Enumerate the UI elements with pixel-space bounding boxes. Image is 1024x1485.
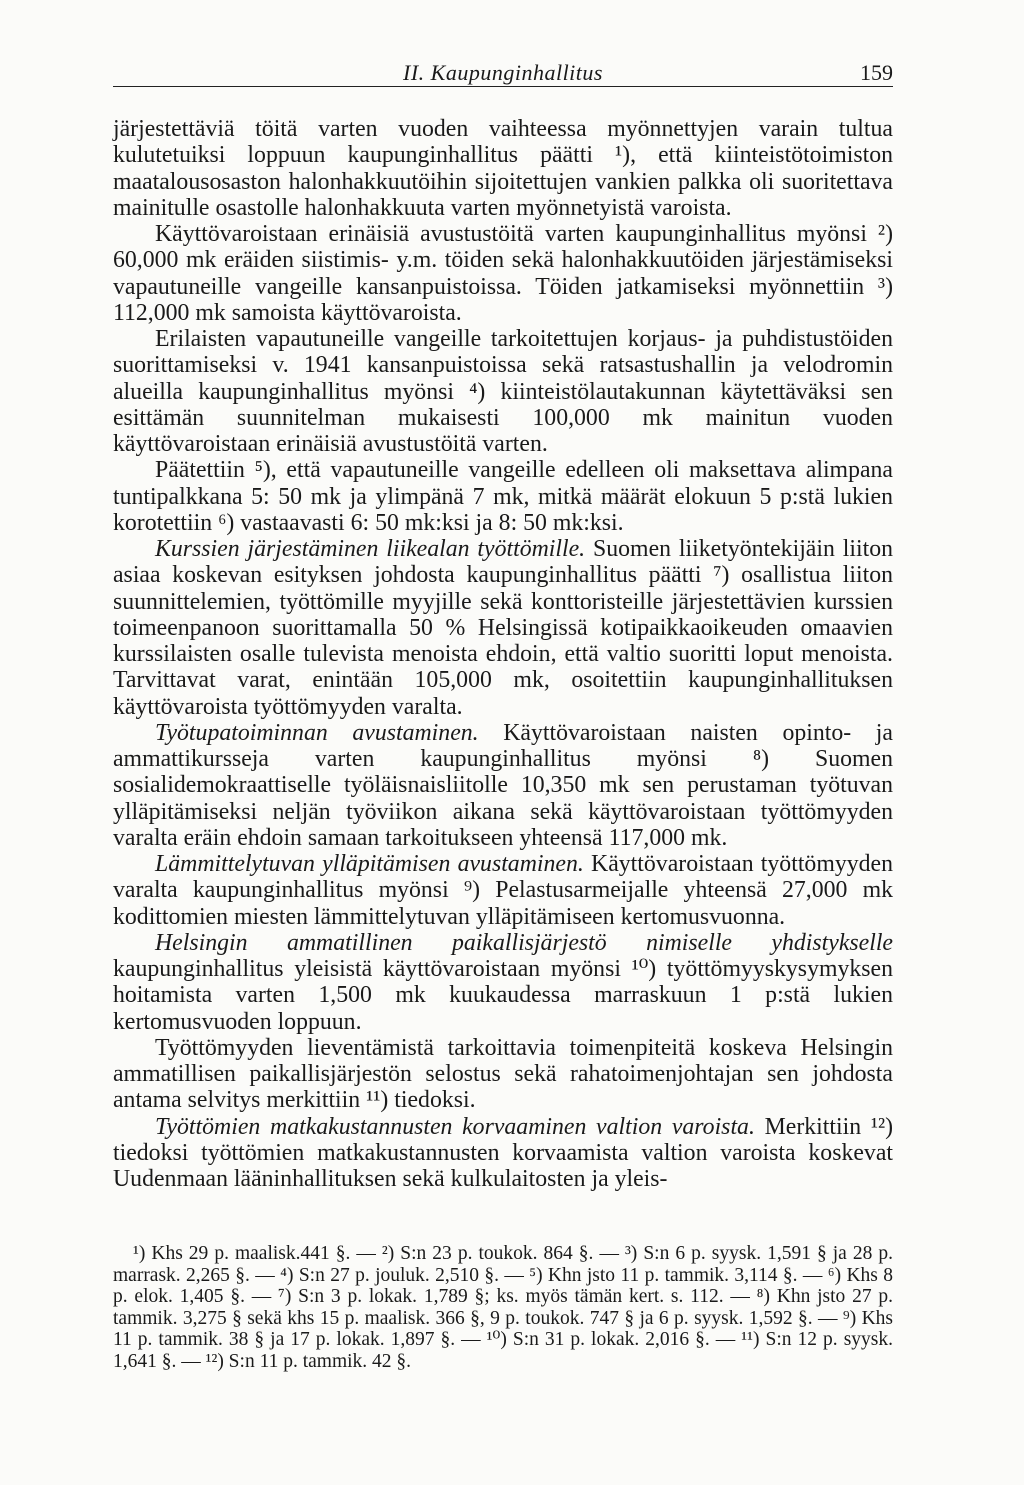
paragraph-7-text: Käyttövaroistaan työttömyyden varalta kaupunginhallitus myönsi ⁹) Pelastusarmeijalle yhteensä 27,000 mk kodittomien miesten lämmittelytuvan ylläpitämiseen kertomusvuonna. (113, 851, 893, 930)
section-heading-travel-costs: Työttömien matkakustannusten korvaaminen valtion varoista. (155, 1113, 755, 1140)
paragraph-5-text: Suomen liiketyöntekijäin liiton asiaa koskevan esityksen johdosta kaupunginhallitus päätti ⁷) osallistua liiton suunnittelemien, työttömille myyjille sekä konttoristeille järjestettävien kurssien toimeenpanoon suorittamalla 50 % Helsingissä kotipaikkaoikeuden omaavien kurssilaisten osalle tulevista menoista ehdoin, että valtio suoritti loput menoista. Tarvittavat varat, enintään 105,000 mk, osoitettiin kaupunginhallituksen käyttövaroista työttömyyden varalta. (113, 536, 893, 720)
section-heading-warming-house: Lämmittelytuvan ylläpitämisen avustaminen. (155, 851, 584, 877)
page-number: 159 (860, 60, 893, 85)
paragraph-6 (113, 720, 893, 851)
footnotes (113, 1243, 893, 1373)
running-header (113, 56, 893, 87)
section-heading-workshop: Työtupatoiminnan avustaminen. (155, 719, 479, 746)
paragraph-6-text: Käyttövaroistaan naisten opinto- ja ammattikursseja varten kaupunginhallitus myönsi ⁸) Suomen sosialidemokraattiselle työläisnaisliitolle 10,350 mk sen perustaman työtuvan ylläpitämiseksi neljän työviikon aikana sekä käyttövaroistaan työttömyyden varalta eräin ehdoin samaan tarkoitukseen yhteensä 117,000 mk. (113, 719, 893, 851)
section-heading-trade-union: Helsingin ammatillinen paikallisjärjestö nimiselle yhdistykselle (155, 929, 893, 956)
paragraph-8 (113, 930, 893, 1035)
paragraph-1: järjestettäviä töitä varten vuoden vaihteessa myönnettyjen varain tultua kulutetuiksi loppuun kaupunginhallitus päätti ¹), että kiinteistötoimiston maatalousosaston halonhakkuutöihin sijoitettujen vankien palkka oli suoritettava mainitulle osastolle halonhakkuuta varten myönnetyistä varoista. (113, 116, 893, 221)
section-heading-courses: Kurssien järjestäminen liikealan työttömille. (155, 536, 586, 562)
paragraph-10-text: Merkittiin ¹²) tiedoksi työttömien matkakustannusten korvaamista valtion varoista koskevat Uudenmaan lääninhallituksen sekä kulkulaitosten ja yleis- (113, 1113, 894, 1192)
paragraph-10 (113, 1114, 893, 1193)
paragraph-9: Työttömyyden lieventämistä tarkoittavia toimenpiteitä koskeva Helsingin ammatillisen paikallisjärjestön selostus sekä rahatoimenjohtajan sen johdosta antama selvitys merkittiin ¹¹) tiedoksi. (113, 1034, 893, 1114)
paragraph-4: Päätettiin ⁵), että vapautuneille vangeille edelleen oli maksettava alimpana tuntipalkkana 5: 50 mk ja ylimpänä 7 mk, mitkä määrät elokuun 5 p:stä lukien korotettiin ⁶) vastaavasti 6: 50 mk:ksi ja 8: 50 mk:ksi. (113, 457, 893, 536)
paragraph-2: Käyttövaroistaan erinäisiä avustustöitä varten kaupunginhallitus myönsi ²) 60,000 mk eräiden siistimis- y.m. töiden sekä halonhakkuutöiden järjestämiseksi vapautuneille vangeille kansanpuistoissa. Töiden jatkamiseksi myönnettiin ³) 112,000 mk samoista käyttövaroista. (113, 221, 893, 326)
body-text (113, 116, 893, 1192)
paragraph-8-text: kaupunginhallitus yleisistä käyttövaroistaan myönsi ¹⁰) työttömyyskysymyksen hoitamista varten 1,500 mk kuukaudessa marraskuun 1 p:stä lukien kertomusvuoden loppuun. (113, 956, 893, 1035)
paragraph-5 (113, 536, 893, 720)
footnote-text: ¹) Khs 29 p. maalisk.441 §. — ²) S:n 23 p. toukok. 864 §. — ³) S:n 6 p. syysk. 1,591 § ja 28 p. marrask. 2,265 §. — ⁴) S:n 27 p. jouluk. 2,510 §. — ⁵) Khn jsto 11 p. tammik. 3,114 §. — ⁶) Khs 8 p. elok. 1,405 §. — ⁷) S:n 3 p. lokak. 1,789 §; ks. myös tämän kert. s. 112. — ⁸) Khn jsto 27 p. tammik. 3,275 § sekä khs 15 p. maalisk. 366 §, 9 p. toukok. 747 § ja 6 p. syysk. 1,592 §. — ⁹) Khs 11 p. tammik. 38 § ja 17 p. lokak. 1,897 §. — ¹⁰) S:n 31 p. lokak. 2,016 §. — ¹¹) S:n 12 p. syysk. 1,641 §. — ¹²) S:n 11 p. tammik. 42 §. (113, 1243, 893, 1372)
paragraph-7 (113, 851, 893, 930)
paragraph-3: Erilaisten vapautuneille vangeille tarkoitettujen korjaus- ja puhdistustöiden suorittamiseksi v. 1941 kansanpuistoissa sekä ratsastushallin ja velodromin alueilla kaupunginhallitus myönsi ⁴) kiinteistölautakunnan käytettäväksi sen esittämän suunnitelman mukaisesti 100,000 mk mainitun vuoden käyttövaroistaan erinäisiä avustustöitä varten. (113, 326, 893, 457)
chapter-title: II. Kaupunginhallitus (403, 60, 603, 85)
